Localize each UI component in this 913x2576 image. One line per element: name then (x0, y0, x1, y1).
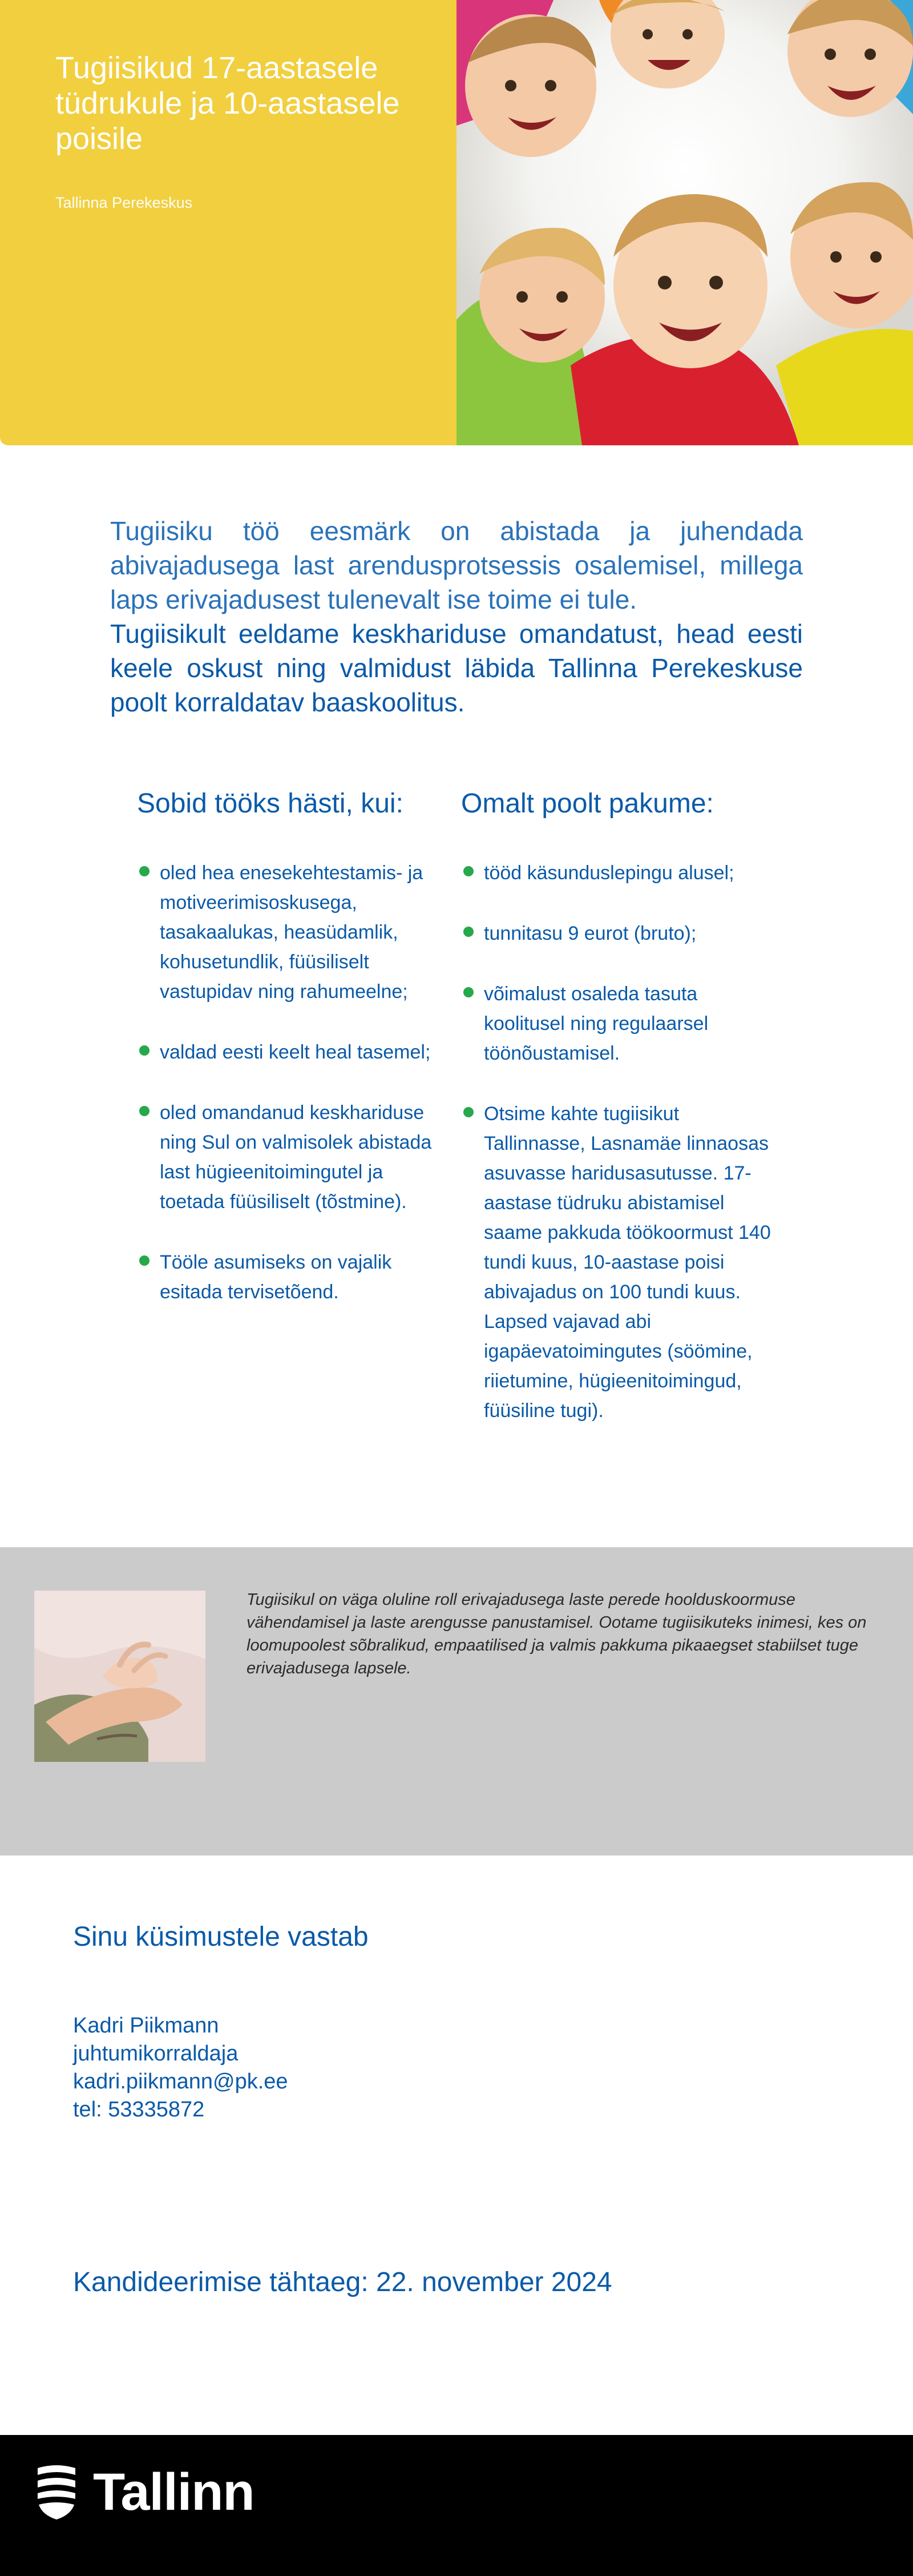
contact-name: Kadri Piikmann (73, 2014, 219, 2038)
list-item: valdad eesti keelt heal tasemel; (137, 1037, 445, 1067)
offer-list (461, 858, 781, 1426)
application-deadline: Kandideerimise tähtaeg: 22. november 2024 (73, 2267, 612, 2297)
bullet-icon (463, 987, 474, 997)
contact-block (73, 2012, 288, 2124)
bullet-icon (463, 927, 474, 937)
list-item: Tööle asumiseks on vajalik esitada tervisetõend. (137, 1247, 445, 1307)
list-item: võimalust osaleda tasuta koolitusel ning regulaarsel töönõustamisel. (461, 979, 781, 1068)
offer-heading: Omalt poolt pakume: (461, 788, 714, 819)
tallinn-wordmark[interactable]: Tallinn (93, 2463, 254, 2521)
bullet-icon (463, 866, 474, 876)
list-item: oled omandanud keskhariduse ning Sul on valmisolek abistada last hügieenitoimingutel ja toetada füüsiliselt (tõstmine). (137, 1098, 445, 1217)
bullet-icon (139, 1045, 150, 1056)
tallinn-shield-icon (37, 2464, 76, 2521)
contact-role: juhtumikorraldaja (73, 2042, 239, 2066)
quote-text: Tugiisikul on väga oluline roll erivajadusega laste perede hoolduskoormuse vähendamisel ja laste arengusse panustamisel. Ootame tugiisikuteks inimesi, kes on loomupoolest sõbralikud, empaatilised ja valmis pakkuma pikaaegset stabiilset tuge erivajadusega lapsele. (247, 1591, 867, 1677)
children-photo (457, 0, 913, 445)
bullet-icon (139, 1255, 150, 1266)
footer (0, 2435, 913, 2576)
requirements-heading: Sobid tööks hästi, kui: (137, 788, 403, 819)
bullet-icon (463, 1107, 474, 1117)
intro-paragraph-goal: Tugiisiku töö eesmärk on abistada ja juhendada abivajadusega last arendusprotsessis osalemisel, millega laps erivajadusest tulenevalt ise toime ei tule. (110, 516, 803, 614)
holding-hands-photo (34, 1591, 205, 1762)
hero-section (0, 0, 913, 445)
quote-band (0, 1547, 913, 1855)
organization-name: Tallinna Perekeskus (55, 194, 193, 211)
hero-panel (0, 0, 457, 445)
children-illustration (457, 0, 913, 445)
list-item: tunnitasu 9 eurot (bruto); (461, 919, 781, 948)
list-item: oled hea enesekehtestamis- ja motiveerimisoskusega, tasakaalukas, heasüdamlik, kohusetundlik, füüsiliselt vastupidav ning rahumeelne; (137, 858, 445, 1007)
contact-email[interactable]: kadri.piikmann@pk.ee (73, 2070, 288, 2094)
hands-illustration (34, 1591, 205, 1762)
bullet-icon (139, 1106, 150, 1116)
page-title: Tugiisikud 17-aastasele tüdrukule ja 10-aastasele poisile (55, 51, 400, 156)
requirements-column (137, 788, 445, 1338)
list-item: Otsime kahte tugiisikut Tallinnasse, Lasnamäe linnaosas asuvasse haridusasutusse. 17-aastase tüdruku abistamisel saame pakkuda töökoormust 140 tundi kuus, 10-aastase poisi abivajadus on 100 tundi kuus. Lapsed vajavad abi igapäevatoimingutes (söömine, riietumine, hügieenitoimingud, füüsiline tugi). (461, 1099, 781, 1426)
requirements-list (137, 858, 445, 1307)
intro-text (110, 514, 803, 719)
offer-column (461, 788, 781, 1456)
list-item: tööd käsunduslepingu alusel; (461, 858, 781, 888)
contact-phone[interactable]: tel: 53335872 (73, 2098, 205, 2122)
intro-paragraph-expectations: Tugiisikult eeldame keskhariduse omandatust, head eesti keele oskust ning valmidust läbida Tallinna Perekeskuse poolt korraldatav baaskoolitus. (110, 619, 803, 717)
bullet-icon (139, 866, 150, 876)
contact-heading: Sinu küsimustele vastab (73, 1922, 369, 1952)
